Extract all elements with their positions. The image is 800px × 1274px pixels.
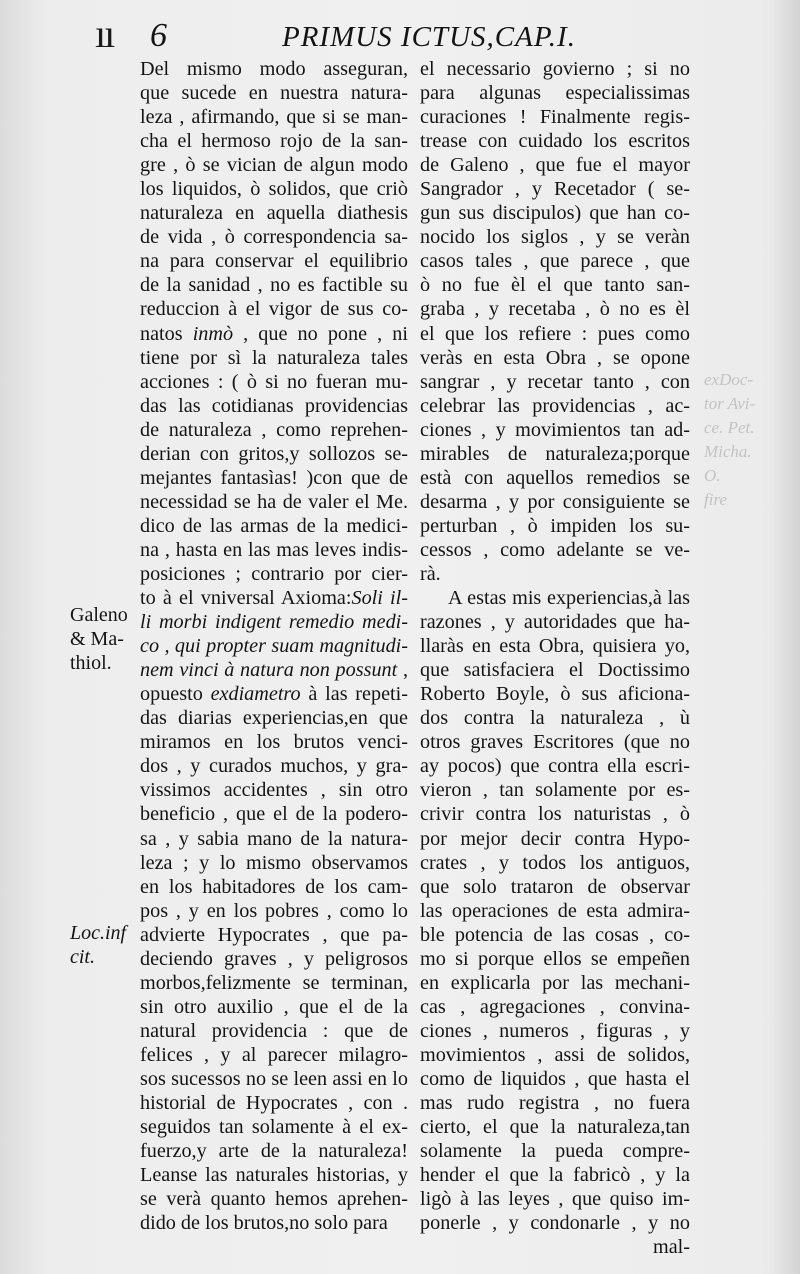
text-line: crivir contra los naturistas , ò bbox=[420, 803, 690, 826]
bleed-line: ce. Pet. bbox=[704, 418, 755, 437]
text-line: ciones , y movimientos tan ad- bbox=[420, 418, 690, 441]
text-line: necessidad se ha de valer el Me. bbox=[140, 490, 408, 513]
text-line: las operaciones de esta admira- bbox=[420, 899, 690, 922]
margin-note-line: & Ma- bbox=[70, 628, 124, 650]
text-line: vissimos accidentes , sin otro bbox=[140, 779, 408, 802]
left-text-column bbox=[140, 57, 408, 1235]
text-line: el necessario govierno ; si no bbox=[420, 58, 690, 80]
margin-note-line: thiol. bbox=[70, 652, 112, 674]
text-line: Roberto Boyle, ò sus aficiona- bbox=[420, 683, 690, 706]
text-line: ligò à las leyes , que quiso im- bbox=[420, 1188, 690, 1211]
text-line: das diarias experiencias,en que bbox=[140, 707, 408, 730]
text-line: sangrar , y recetar tanto , con bbox=[420, 370, 690, 393]
text-line: hender el que la fabricò , y la bbox=[420, 1164, 690, 1187]
text-line: crates , y todos los antiguos, bbox=[420, 851, 690, 874]
text-line: das las cotidianas providencias bbox=[140, 394, 408, 417]
text-line: beneficio , que el de la podero- bbox=[140, 803, 408, 826]
text-line: en los habitadores de los cam- bbox=[140, 875, 408, 898]
bleed-line: exDoc- bbox=[704, 370, 754, 389]
text-line: cha el hermoso rojo de la san- bbox=[140, 130, 408, 153]
text-line: natos inmò , que no pone , ni bbox=[140, 322, 408, 345]
page-edge-shadow bbox=[772, 0, 800, 1274]
bleed-line: fire bbox=[704, 490, 727, 509]
text-line: solamente la pueda compre- bbox=[420, 1140, 690, 1163]
text-line: fuerzo,y arte de la naturaleza! bbox=[140, 1140, 408, 1163]
text-line: de la sanidad , no es factible su bbox=[140, 274, 408, 297]
text-line: el que los refiere : pues como bbox=[420, 322, 690, 345]
italic-phrase: Soli il- bbox=[351, 587, 408, 610]
italic-phrase: exdiametro bbox=[210, 683, 301, 706]
text-line: ciones , numeros , figuras , y bbox=[420, 1019, 690, 1042]
text-line: los liquidos, ò solidos, que criò bbox=[140, 178, 408, 201]
text-line: deciendo graves , y peligrosos bbox=[140, 947, 408, 970]
text-line: sos sucessos no se leen assi en lo bbox=[140, 1067, 408, 1090]
text-line: Del mismo modo asseguran, bbox=[140, 58, 408, 80]
text-line: mo si porque ellos se empeñen bbox=[420, 947, 690, 970]
text-line: razones , y autoridades que ha- bbox=[420, 611, 690, 634]
text-line: li morbi indigent remedio medi- bbox=[140, 611, 408, 634]
text-line: rà. bbox=[420, 562, 441, 585]
text-line: ponerle , y condonarle , y no bbox=[420, 1212, 690, 1235]
text-line: A estas mis experiencias,à las bbox=[448, 587, 690, 610]
text-line: ble potencia de las cosas , co- bbox=[420, 923, 690, 946]
text-line: morbos,felizmente se terminan, bbox=[140, 971, 408, 994]
text-line: pos , y en los pobres , como lo bbox=[140, 899, 408, 922]
text-line: vieron , tan solamente por es- bbox=[420, 779, 690, 802]
text-line: se verà quanto hemos aprehen- bbox=[140, 1188, 408, 1211]
text-line: miramos en los brutos venci- bbox=[140, 731, 408, 754]
text-line: tiene por sì la naturaleza tales bbox=[140, 346, 408, 369]
margin-note-line: cit. bbox=[70, 946, 95, 968]
text-line: felices , y al parecer milagro- bbox=[140, 1043, 408, 1066]
text-line: leza ; y lo mismo observamos bbox=[140, 851, 408, 874]
right-text-column bbox=[420, 57, 690, 1259]
margin-note-loc bbox=[70, 921, 126, 969]
text-line: para algunas especialissimas bbox=[420, 82, 690, 105]
bleed-line: O. bbox=[704, 466, 721, 485]
text-line: casos tales , que parece , que bbox=[420, 250, 690, 273]
text-line: derian con gritos,y sollozos se- bbox=[140, 442, 408, 465]
text-line: mirables de naturaleza;porque bbox=[420, 442, 690, 465]
running-head: PRIMUS ICTUS,CAP.I. bbox=[282, 21, 576, 53]
text-line: que solo trataron de observar bbox=[420, 875, 690, 898]
text-line: como de liquidos , que hasta el bbox=[420, 1067, 690, 1090]
text-line: cierto, el que la naturaleza,tan bbox=[420, 1116, 690, 1139]
text-line: mas rudo registra , no fuera bbox=[420, 1092, 690, 1115]
text-line: acciones : ( ò si no fueran mu- bbox=[140, 370, 408, 393]
text-line: mal- bbox=[653, 1236, 690, 1259]
text-line: seguidos tan solamente à el ex- bbox=[140, 1116, 408, 1139]
text-line: advierte Hypocrates , que pa- bbox=[140, 923, 408, 946]
gutter-mark: ıı bbox=[95, 11, 114, 56]
text-line: de naturaleza , como reprehen- bbox=[140, 418, 408, 441]
text-line: que sucede en nuestra natura- bbox=[140, 82, 408, 105]
margin-note-galeno bbox=[70, 603, 128, 675]
text-line: ò no fue èl el que tanto san- bbox=[420, 274, 690, 297]
text-line: gun sus discipulos) que han co- bbox=[420, 202, 690, 225]
bleed-line: tor Avi- bbox=[704, 394, 756, 413]
text-line: dico de las armas de la medici- bbox=[140, 514, 408, 537]
text-line: natural providencia : que de bbox=[140, 1019, 408, 1042]
text-line: dos , y curados muchos, y gra- bbox=[140, 755, 408, 778]
bleed-line: Micha. bbox=[704, 442, 752, 461]
margin-note-line: Loc.inf bbox=[70, 922, 127, 944]
text-line: mejantes fantasìas! )con que de bbox=[140, 466, 408, 489]
text-line: naturaleza en aquella diathesis bbox=[140, 202, 408, 225]
text-line: gre , ò se vician de algun modo bbox=[140, 154, 408, 177]
text-line: ay pocos) que contra ella escri- bbox=[420, 755, 690, 778]
text-line: està con aquellos remedios se bbox=[420, 466, 690, 489]
text-line: na , hasta en las mas leves indis- bbox=[140, 538, 408, 561]
text-line: sa , y sabia mano de la natura- bbox=[140, 827, 408, 850]
text-line: cessos , como adelante se ve- bbox=[420, 538, 690, 561]
text-line: celebrar las providencias , ac- bbox=[420, 394, 690, 417]
text-line: nem vinci à natura non possunt , bbox=[140, 659, 408, 682]
text-line: dido de los brutos,no solo para bbox=[140, 1212, 388, 1235]
text-line: historial de Hypocrates , con . bbox=[140, 1092, 408, 1115]
italic-phrase: nem vinci à natura non possunt bbox=[140, 659, 398, 682]
text-line: desarma , y por consiguiente se bbox=[420, 490, 690, 513]
margin-note-line: Galeno bbox=[70, 604, 128, 626]
text-line: movimientos , assi de solidos, bbox=[420, 1043, 690, 1066]
text-line: co , qui propter suam magnitudi- bbox=[140, 635, 408, 658]
text-line: otros graves Escritores (que no bbox=[420, 731, 690, 754]
text-line: perturban , ò impiden los su- bbox=[420, 514, 690, 537]
text-line: de vida , ò correspondencia sa- bbox=[140, 226, 408, 249]
text-line: cas , agregaciones , convina- bbox=[420, 995, 690, 1018]
text-line: por mejor decir contra Hypo- bbox=[420, 827, 690, 850]
text-line: dos contra la naturaleza , ù bbox=[420, 707, 690, 730]
text-line: nocido los siglos , y se veràn bbox=[420, 226, 690, 249]
page-number: 6 bbox=[150, 17, 167, 54]
text-line: sin otro auxilio , que el de la bbox=[140, 995, 408, 1018]
text-line: Leanse las naturales historias, y bbox=[140, 1164, 408, 1187]
text-line: posiciones ; contrario por cier- bbox=[140, 562, 408, 585]
text-line: opuesto exdiametro à las repeti- bbox=[140, 683, 408, 706]
bleed-through-marginalia bbox=[704, 368, 755, 512]
text-line: veràs en esta Obra , se opone bbox=[420, 346, 690, 369]
text-line: que satisfaciera el Doctissimo bbox=[420, 659, 690, 682]
text-line: leza , afirmando, que si se man- bbox=[140, 106, 408, 129]
text-line: trease con cuidado los escritos bbox=[420, 130, 690, 153]
text-line: graba , y recetaba , ò no es èl bbox=[420, 298, 690, 321]
text-line: to à el vniversal Axioma:Soli il- bbox=[140, 587, 408, 610]
italic-phrase: inmò bbox=[192, 322, 234, 345]
text-line: na para conservar el equilibrio bbox=[140, 250, 408, 273]
text-line: de Galeno , que fue el mayor bbox=[420, 154, 690, 177]
text-line: llaràs en esta Obra, quisiera yo, bbox=[420, 635, 690, 658]
text-line: reduccion à el vigor de sus co- bbox=[140, 298, 408, 321]
text-line: curaciones ! Finalmente regis- bbox=[420, 106, 690, 129]
text-line: en explicarla por las mechani- bbox=[420, 971, 690, 994]
text-line: Sangrador , y Recetador ( se- bbox=[420, 178, 690, 201]
